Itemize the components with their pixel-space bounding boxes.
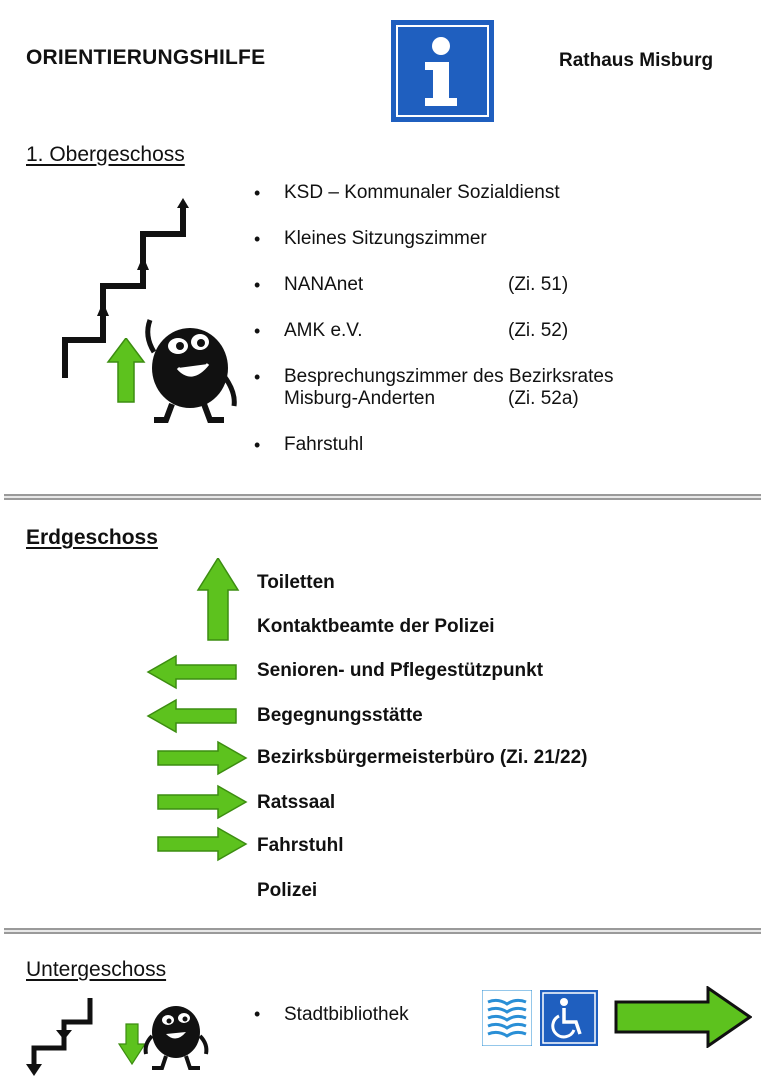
- section-label-obergeschoss: 1. Obergeschoss: [26, 143, 185, 166]
- stairs-down-icon: [20, 994, 110, 1078]
- list-item: Fahrstuhl: [257, 835, 344, 856]
- page-title: ORIENTIERUNGSHILFE: [26, 46, 266, 69]
- list-item: • AMK e.V. (Zi. 52): [254, 320, 613, 342]
- location-title: Rathaus Misburg: [559, 50, 714, 71]
- list-item: • Fahrstuhl: [254, 434, 613, 456]
- list-item: Ratssaal: [257, 792, 336, 813]
- info-icon: [391, 20, 494, 122]
- list-item: • KSD – Kommunaler Sozialdienst: [254, 182, 613, 204]
- list-item: • Stadtbibliothek: [254, 1004, 409, 1026]
- mascot-icon: [140, 996, 212, 1076]
- arrow-left-icon: [146, 654, 240, 690]
- list-item: Toiletten: [257, 572, 335, 593]
- arrow-right-icon: [154, 740, 248, 776]
- list-item: Kontaktbeamte der Polizei: [257, 616, 495, 637]
- room-number: (Zi. 52): [508, 320, 569, 341]
- list-item: • Kleines Sitzungszimmer: [254, 228, 613, 250]
- list-item: • NANAnet (Zi. 51): [254, 274, 613, 296]
- arrow-right-icon: [612, 986, 752, 1048]
- list-item: Bezirksbürgermeisterbüro (Zi. 21/22): [257, 747, 588, 768]
- list-item: Polizei: [257, 880, 318, 901]
- arrow-up-icon: [196, 558, 240, 644]
- section-divider: [4, 928, 761, 934]
- arrow-left-icon: [146, 698, 240, 734]
- wheelchair-icon: [540, 990, 598, 1046]
- arrow-right-icon: [154, 784, 248, 820]
- list-item: • Besprechungszimmer des Bezirksrates Misburg-Anderten (Zi. 52a): [254, 366, 613, 410]
- section-divider: [4, 494, 761, 500]
- room-number: (Zi. 52a): [508, 388, 579, 409]
- list-item: Senioren- und Pflegestützpunkt: [257, 660, 544, 681]
- obergeschoss-list: [254, 182, 613, 480]
- room-number: (Zi. 51): [508, 274, 569, 295]
- section-label-untergeschoss: Untergeschoss: [26, 958, 167, 981]
- list-item: Begegnungsstätte: [257, 705, 423, 726]
- arrow-right-icon: [154, 826, 248, 862]
- library-book-icon: [482, 990, 532, 1046]
- mascot-icon: [138, 306, 242, 426]
- section-label-erdgeschoss: Erdgeschoss: [26, 526, 158, 549]
